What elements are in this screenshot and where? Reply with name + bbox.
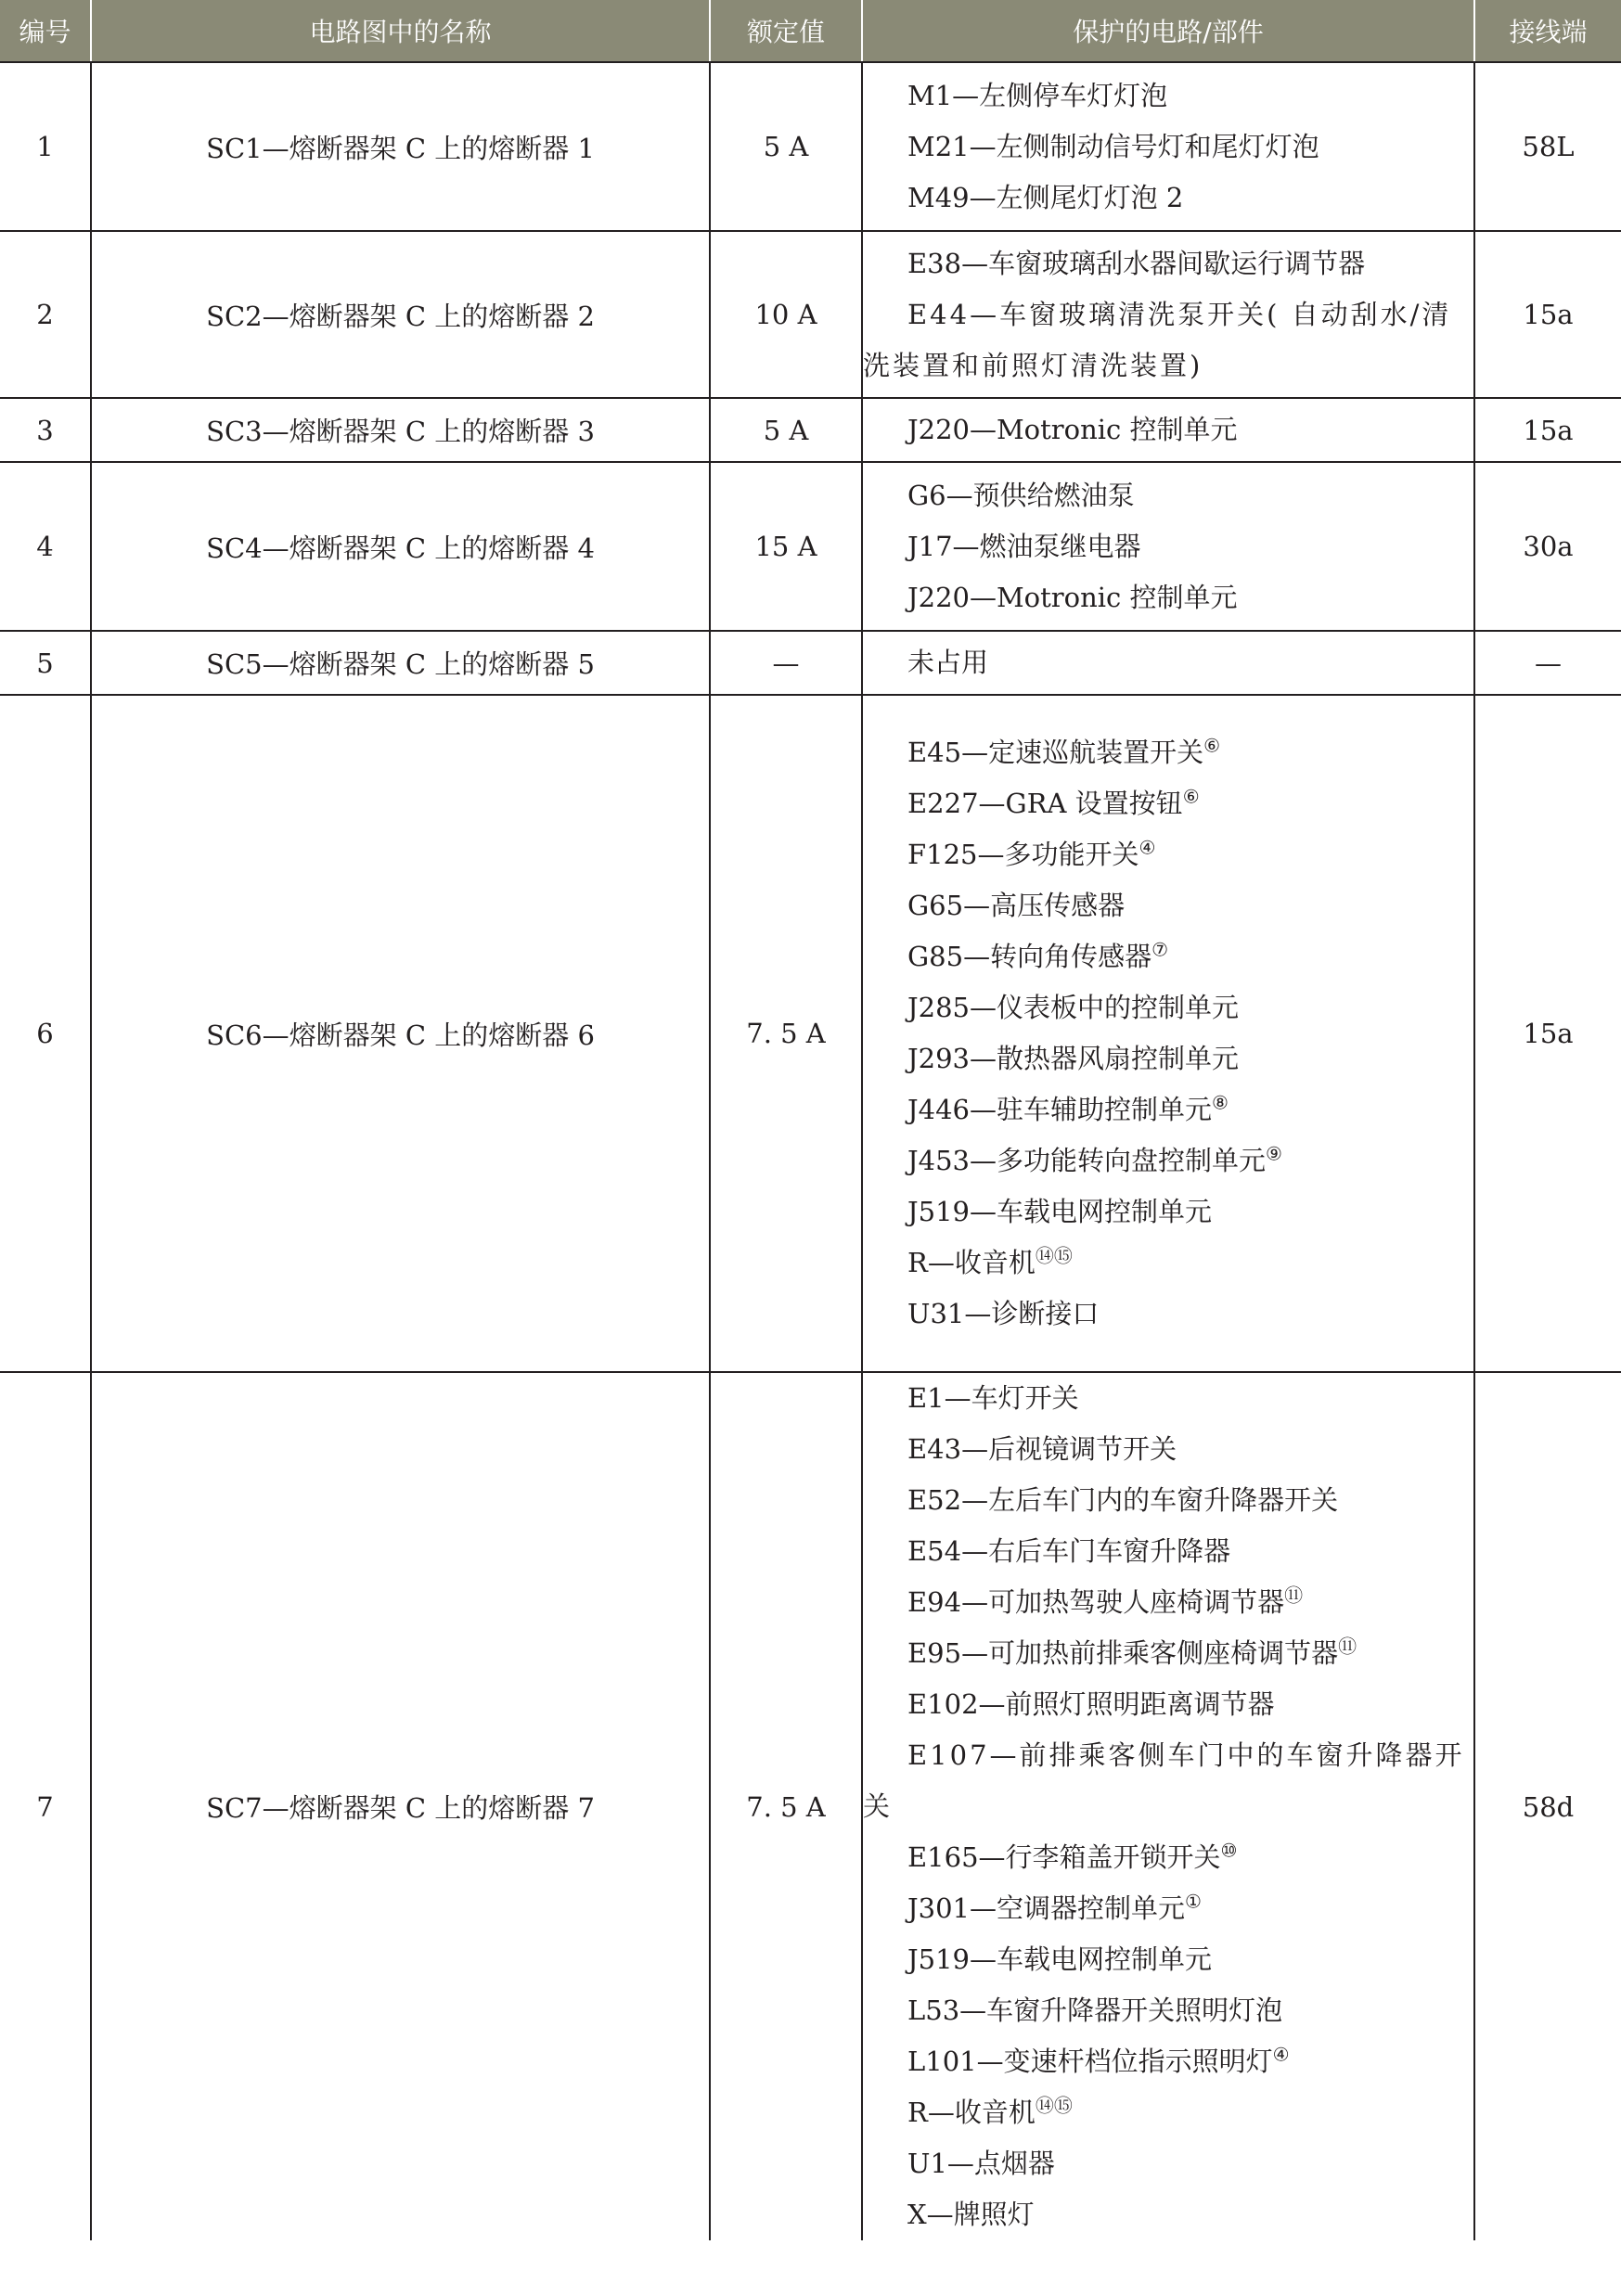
circuit-item — [863, 71, 1473, 122]
circuit-item — [863, 2036, 1473, 2087]
protected-circuits — [862, 62, 1474, 231]
fuse-terminal: 15a — [1474, 695, 1621, 1372]
circuit-text: E43—后视镜调节开关 — [907, 1433, 1177, 1465]
circuit-item — [863, 1238, 1473, 1289]
protected-circuits — [862, 695, 1474, 1372]
circuit-item — [863, 931, 1473, 982]
footnote-marker: ① — [1184, 1890, 1202, 1913]
footnote-marker: ④ — [1139, 836, 1156, 859]
header-circuits: 保护的电路/部件 — [862, 0, 1474, 62]
protected-circuits — [862, 462, 1474, 631]
circuit-item — [863, 122, 1473, 173]
circuit-text: E102—前照灯照明距离调节器 — [907, 1688, 1275, 1720]
circuit-text: J220—Motronic 控制单元 — [907, 414, 1238, 445]
circuit-item — [863, 404, 1473, 455]
protected-circuits — [862, 1372, 1474, 2240]
circuit-text: L101—变速杆档位指示照明灯 — [907, 2046, 1273, 2077]
circuit-text: E45—定速巡航装置开关 — [907, 737, 1204, 768]
circuit-item — [863, 982, 1473, 1033]
table-row — [0, 695, 1621, 1372]
circuit-text: G65—高压传感器 — [907, 890, 1126, 921]
circuit-item — [863, 1424, 1473, 1475]
header-number: 编号 — [0, 0, 91, 62]
circuit-item — [863, 1475, 1473, 1526]
fuse-number: 5 — [0, 631, 91, 695]
circuit-item — [863, 2189, 1473, 2240]
circuit-text: E95—可加热前排乘客侧座椅调节器 — [907, 1637, 1339, 1669]
circuit-text: L53—车窗升降器开关照明灯泡 — [907, 1995, 1283, 2026]
circuit-text: E1—车灯开关 — [907, 1382, 1079, 1414]
circuit-item — [863, 1832, 1473, 1883]
circuit-text: M49—左侧尾灯灯泡 2 — [907, 181, 1184, 213]
table-header-row — [0, 0, 1621, 62]
fuse-rating: 7. 5 A — [710, 1372, 862, 2240]
protected-circuits — [862, 231, 1474, 398]
footnote-marker: ⑪ — [1338, 1635, 1357, 1658]
footnote-marker: ⑨ — [1265, 1142, 1282, 1165]
circuit-text: U31—诊断接口 — [907, 1298, 1100, 1329]
circuit-item — [863, 1934, 1473, 1985]
fuse-rating: 5 A — [710, 398, 862, 462]
fuse-rating: 7. 5 A — [710, 695, 862, 1372]
circuit-item — [863, 289, 1473, 391]
circuit-text: R—收音机 — [907, 1247, 1036, 1278]
circuit-text: J285—仪表板中的控制单元 — [907, 992, 1239, 1023]
circuit-item — [863, 1730, 1473, 1832]
circuit-item — [863, 572, 1473, 623]
fuse-terminal: 58d — [1474, 1372, 1621, 2240]
fuse-number: 4 — [0, 462, 91, 631]
fuse-rating: 5 A — [710, 62, 862, 231]
footnote-marker: ⑩ — [1220, 1839, 1238, 1862]
circuit-item — [863, 173, 1473, 224]
circuit-text: E52—左后车门内的车窗升降器开关 — [907, 1484, 1339, 1516]
circuit-item — [863, 829, 1473, 880]
circuit-text: J519—车载电网控制单元 — [907, 1943, 1212, 1975]
fuse-number: 7 — [0, 1372, 91, 2240]
circuit-item — [863, 637, 1473, 688]
circuit-text: J453—多功能转向盘控制单元 — [907, 1145, 1266, 1176]
circuit-item — [863, 521, 1473, 572]
table-row — [0, 631, 1621, 695]
circuit-text: E94—可加热驾驶人座椅调节器 — [907, 1586, 1285, 1618]
circuit-text: X—牌照灯 — [907, 2199, 1035, 2230]
fuse-name: SC4—熔断器架 C 上的熔断器 4 — [91, 462, 710, 631]
fuse-number: 3 — [0, 398, 91, 462]
table-body — [0, 62, 1621, 2240]
fuse-number: 2 — [0, 231, 91, 398]
circuit-item — [863, 727, 1473, 778]
fuse-number: 1 — [0, 62, 91, 231]
circuit-item — [863, 238, 1473, 289]
circuit-item — [863, 470, 1473, 521]
fuse-rating: 10 A — [710, 231, 862, 398]
circuit-item — [863, 1135, 1473, 1186]
fuse-terminal: 58L — [1474, 62, 1621, 231]
fuse-name: SC2—熔断器架 C 上的熔断器 2 — [91, 231, 710, 398]
circuit-text: J17—燃油泵继电器 — [907, 530, 1141, 562]
table-row — [0, 231, 1621, 398]
circuit-text: J519—车载电网控制单元 — [907, 1196, 1212, 1227]
circuit-text: E54—右后车门车窗升降器 — [907, 1535, 1231, 1567]
circuit-item — [863, 1186, 1473, 1238]
circuit-text: E44—车窗玻璃清洗泵开关( 自动刮水/清洗装置和前照灯清洗装置) — [863, 298, 1452, 381]
table-row — [0, 462, 1621, 631]
circuit-item — [863, 1033, 1473, 1084]
circuit-item — [863, 1084, 1473, 1135]
circuit-item — [863, 1679, 1473, 1730]
circuit-text: G6—预供给燃油泵 — [907, 479, 1135, 511]
header-terminal: 接线端 — [1474, 0, 1621, 62]
footnote-marker: ⑭⑮ — [1035, 2094, 1073, 2117]
circuit-text: F125—多功能开关 — [907, 839, 1139, 870]
fuse-terminal: 15a — [1474, 398, 1621, 462]
fuse-name: SC3—熔断器架 C 上的熔断器 3 — [91, 398, 710, 462]
fuse-terminal: 30a — [1474, 462, 1621, 631]
footnote-marker: ⑪ — [1284, 1584, 1304, 1607]
header-name: 电路图中的名称 — [91, 0, 710, 62]
fuse-name: SC7—熔断器架 C 上的熔断器 7 — [91, 1372, 710, 2240]
circuit-text: 未占用 — [907, 647, 989, 678]
circuit-text: U1—点烟器 — [907, 2148, 1055, 2179]
circuit-text: J301—空调器控制单元 — [907, 1892, 1185, 1924]
footnote-marker: ⑥ — [1203, 734, 1221, 757]
fuse-name: SC5—熔断器架 C 上的熔断器 5 — [91, 631, 710, 695]
circuit-item — [863, 778, 1473, 829]
circuit-text: J446—驻车辅助控制单元 — [907, 1094, 1212, 1125]
circuit-text: G85—转向角传感器 — [907, 941, 1152, 972]
fuse-terminal: 15a — [1474, 231, 1621, 398]
footnote-marker: ⑥ — [1182, 785, 1200, 808]
circuit-item — [863, 1289, 1473, 1340]
circuit-item — [863, 880, 1473, 931]
fuse-name: SC6—熔断器架 C 上的熔断器 6 — [91, 695, 710, 1372]
table-row — [0, 398, 1621, 462]
circuit-text: R—收音机 — [907, 2097, 1036, 2128]
fuse-rating: 15 A — [710, 462, 862, 631]
circuit-item — [863, 1883, 1473, 1934]
footnote-marker: ④ — [1272, 2043, 1290, 2066]
circuit-text: E227—GRA 设置按钮 — [907, 788, 1183, 819]
footnote-marker: ⑧ — [1211, 1091, 1229, 1114]
circuit-item — [863, 1373, 1473, 1424]
circuit-text: M21—左侧制动信号灯和尾灯灯泡 — [907, 130, 1319, 162]
header-rating: 额定值 — [710, 0, 862, 62]
circuit-item — [863, 2138, 1473, 2189]
protected-circuits — [862, 631, 1474, 695]
circuit-item — [863, 1628, 1473, 1679]
circuit-text: E107—前排乘客侧车门中的车窗升降器开关 — [863, 1739, 1465, 1822]
fuse-name: SC1—熔断器架 C 上的熔断器 1 — [91, 62, 710, 231]
fuse-rating: — — [710, 631, 862, 695]
protected-circuits — [862, 398, 1474, 462]
fuse-number: 6 — [0, 695, 91, 1372]
footnote-marker: ⑭⑮ — [1035, 1244, 1073, 1267]
circuit-text: J220—Motronic 控制单元 — [907, 581, 1238, 613]
circuit-item — [863, 1985, 1473, 2036]
footnote-marker: ⑦ — [1151, 938, 1169, 961]
fuse-terminal: — — [1474, 631, 1621, 695]
circuit-text: E165—行李箱盖开锁开关 — [907, 1841, 1221, 1873]
circuit-text: M1—左侧停车灯灯泡 — [907, 79, 1168, 111]
circuit-item — [863, 2087, 1473, 2138]
circuit-item — [863, 1526, 1473, 1577]
circuit-item — [863, 1577, 1473, 1628]
table-row — [0, 62, 1621, 231]
table-row — [0, 1372, 1621, 2240]
circuit-text: E38—车窗玻璃刮水器间歇运行调节器 — [907, 247, 1366, 279]
circuit-text: J293—散热器风扇控制单元 — [907, 1043, 1239, 1074]
